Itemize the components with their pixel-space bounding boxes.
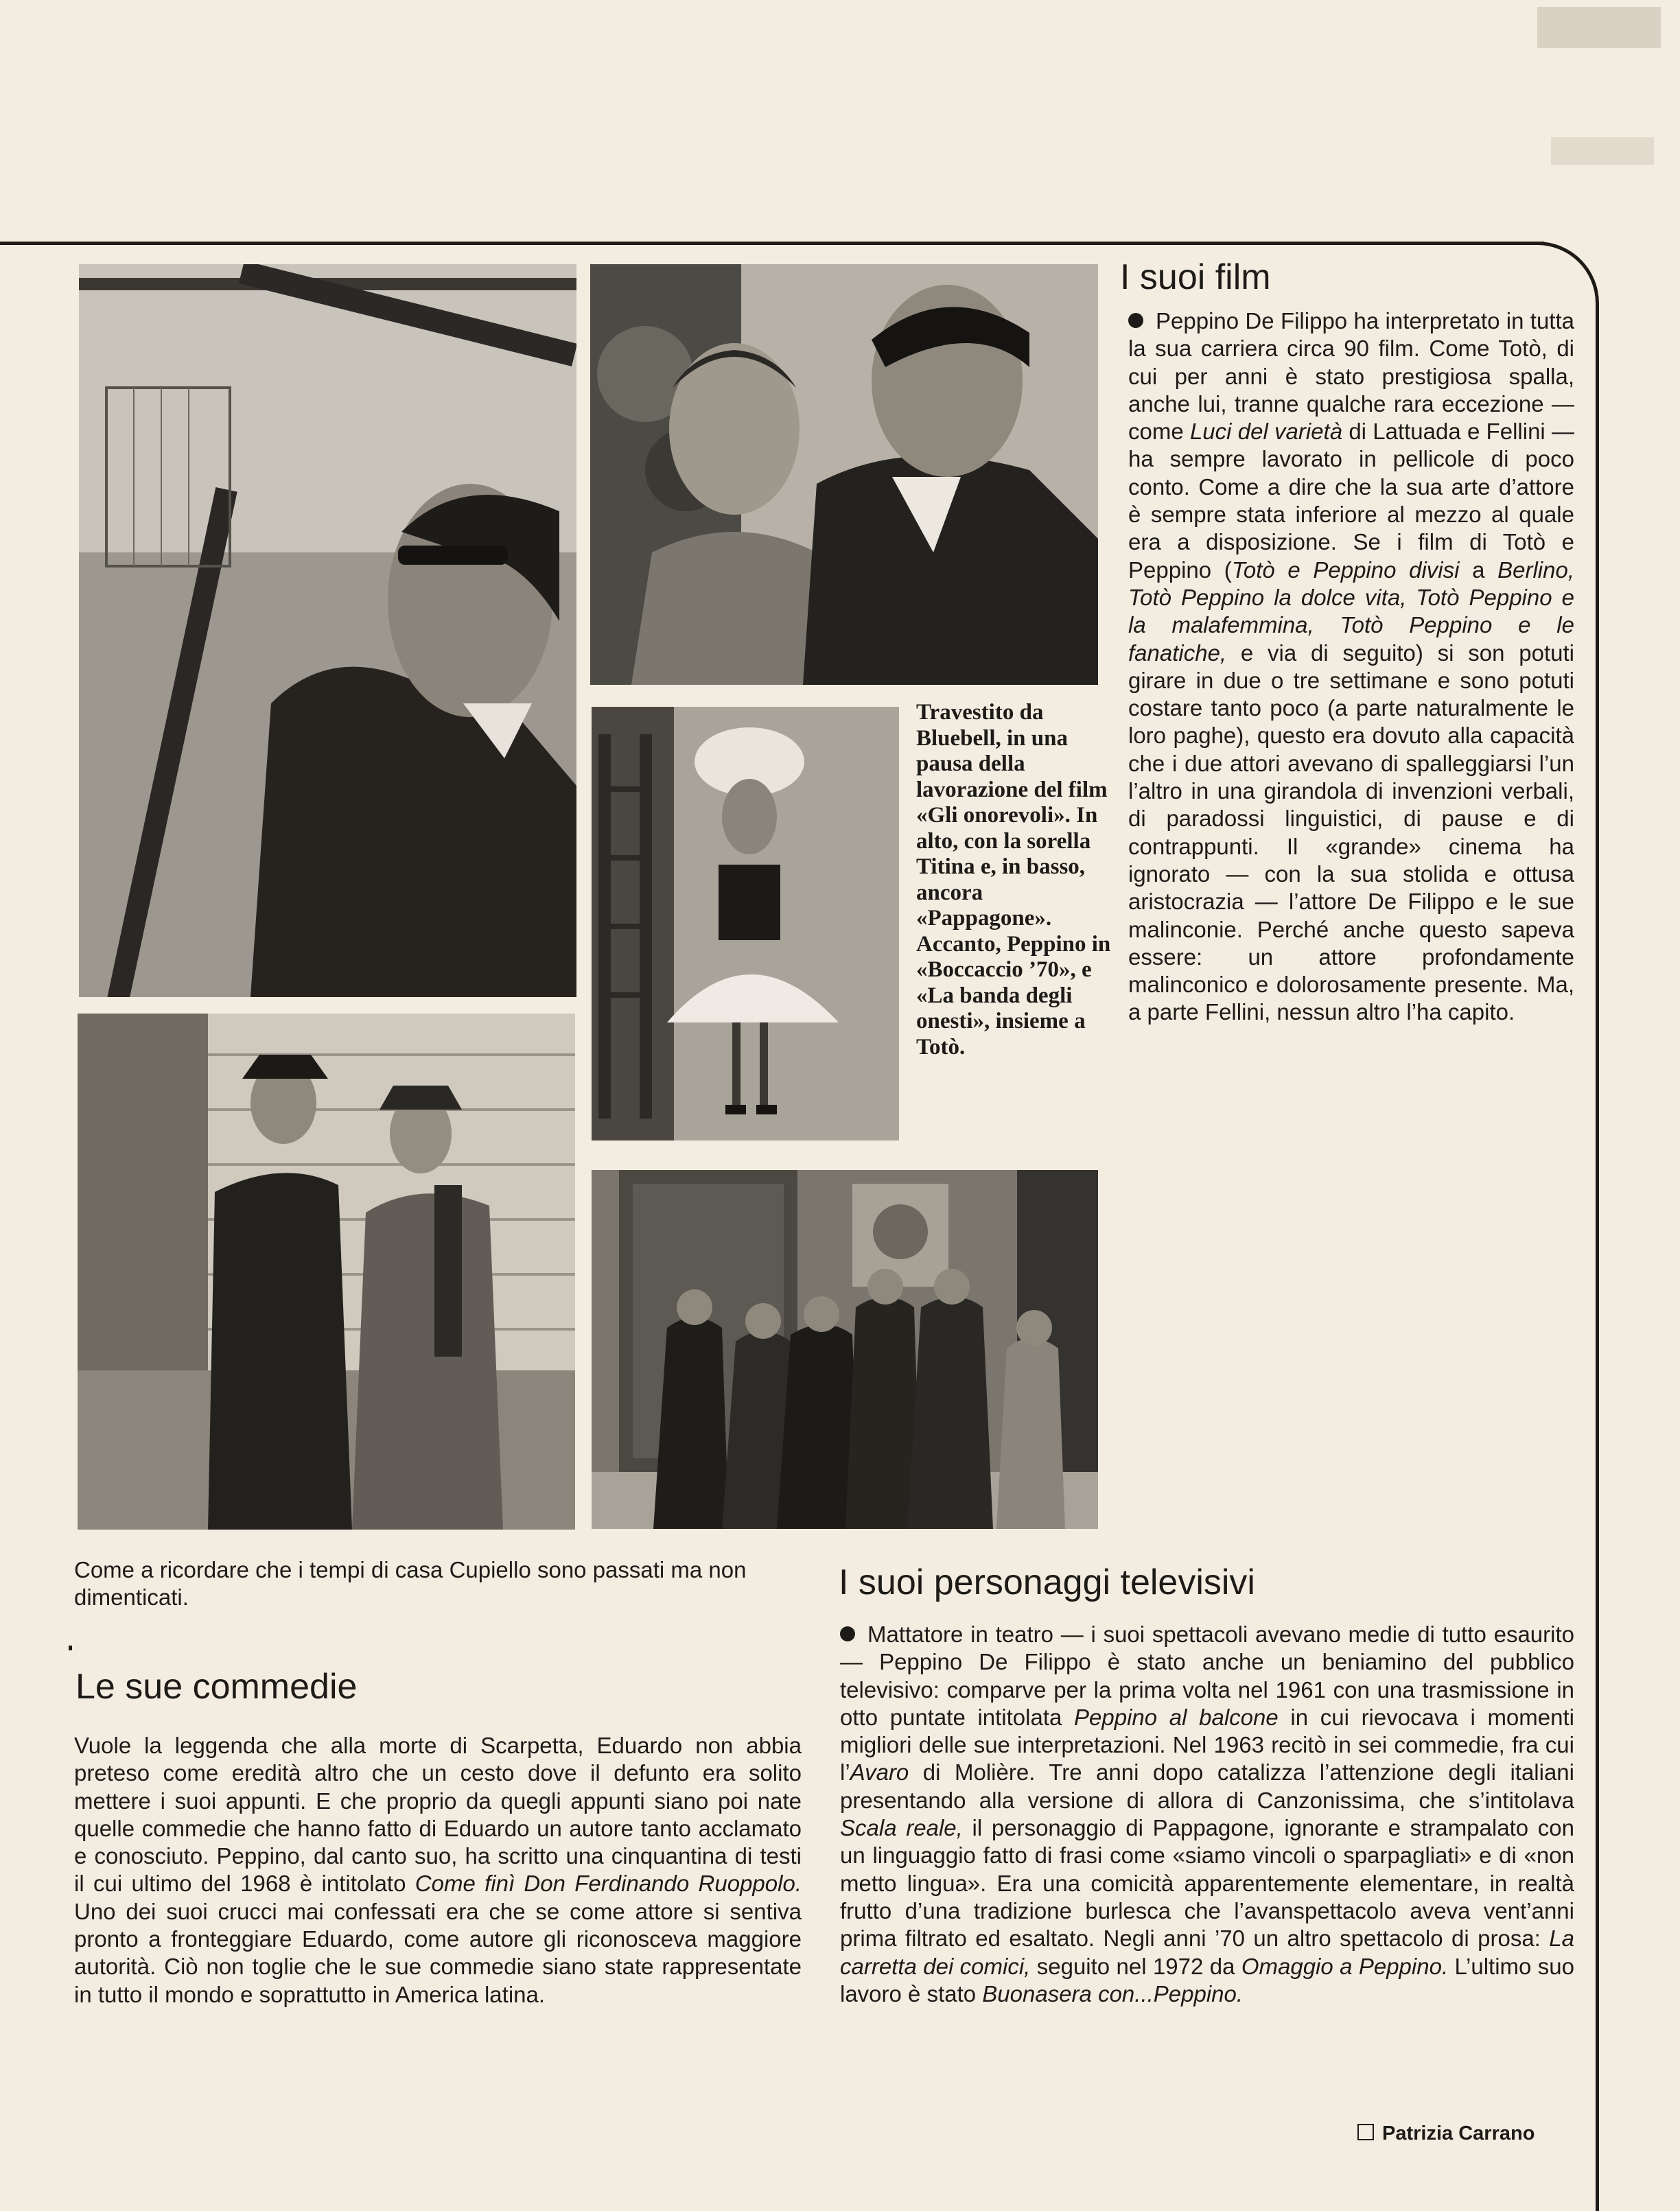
tv-text-3: di Molière. Tre anni dopo catalizza l’attenzione degli italiani presentando alla versione di allora di Canzonissima, che s’intitolava [840, 1759, 1574, 1813]
films-text: Peppino De Filippo ha interpretato in tutta la sua carriera circa 90 film. Come Totò, di cui per anni è stato prestigiosa spalla, anche lui, tranne qualche rara eccezione — come [1128, 308, 1574, 445]
frame-top-rule [0, 242, 1544, 245]
photo-street [78, 1014, 575, 1530]
tv-text-6: L’ultimo suo lavoro è stato [840, 1953, 1574, 2007]
film-title-luci: Luci del varietà [1189, 419, 1343, 445]
square-icon [1357, 2124, 1374, 2140]
tv-title-buonasera: Buonasera con...Peppino. [982, 1980, 1244, 2007]
tv-title-carretta: La carretta dei comici, [840, 1926, 1574, 1979]
tv-title-avaro: Avaro [850, 1759, 909, 1786]
films-text-3: a [1459, 557, 1498, 583]
photo-caption: Travestito da Bluebell, in una pausa della lavorazione del film «Gli onorevoli». In alto, con la sorella Titina e, in basso, ancora «Pappagone». Accanto, Peppino in «Boccaccio ’70», e «La banda degli onesti», insieme a Totò. [916, 700, 1111, 1060]
bullet-icon [840, 1626, 855, 1641]
films-text-2: di Lattuada e Fellini — ha sempre lavorato in pellicole di poco conto. Come a dire che la sua arte d’attore è sempre stata inferiore al mezzo al quale era a disposizione. Se i film di Totò e Peppino ( [1128, 419, 1574, 583]
play-title-ruoppolo: Come finì Don Ferdinando Ruoppolo. [415, 1871, 802, 1897]
commedie-heading: Le sue commedie [75, 1667, 358, 1707]
tv-column [840, 1621, 1574, 2008]
commedie-paragraph [74, 1732, 802, 2009]
photo-titina [590, 264, 1098, 685]
tv-title-balcone: Peppino al balcone [1074, 1704, 1279, 1730]
tv-text-5: seguito nel 1972 da [1030, 1953, 1241, 1979]
stray-mark [69, 1646, 72, 1650]
tv-paragraph [840, 1621, 1574, 2008]
photo-birdcage [79, 264, 576, 997]
tv-heading: I suoi personaggi televisivi [839, 1563, 1255, 1602]
cupiello-caption: Come a ricordare che i tempi di casa Cupiello sono passati ma non dimenticati. [74, 1557, 747, 1611]
commedie-text: Vuole la leggenda che alla morte di Scarpetta, Eduardo non abbia preteso come eredità altro che un cesto dove il defunto era solito mettere i suoi appunti. E che proprio da quegli appunti siano poi nate quelle commedie che hanno fatto di Eduardo un autore tanto acclamato e conosciuto. Peppino, dal canto suo, ha scritto una cinquantina di testi il cui ultimo del 1968 è intitolato [74, 1733, 802, 1897]
commedie-column [74, 1732, 802, 2009]
tv-title-omaggio: Omaggio a Peppino. [1241, 1953, 1449, 1979]
byline [1357, 2122, 1535, 2145]
photo-stage [592, 1170, 1098, 1529]
commedie-text-2: Uno dei suoi crucci mai confessati era che se come attore si sentiva pronto a fronteggiare Eduardo, come autore gli riconosceva maggiore autorità. Ciò non toglie che le sue commedie siano state rappresentate in tutto il mondo e soprattutto in America latina. [74, 1898, 802, 2007]
bleed-through-ghost [1524, 0, 1680, 233]
tv-text: Mattatore in teatro — i suoi spettacoli avevano medie di tutto esaurito — Peppino De Filippo è stato anche un beniamino del pubblico televisivo: comparve per la prima volta nel 1961 con una trasmissione in otto puntate intitolata [840, 1622, 1574, 1730]
bullet-icon [1128, 313, 1143, 328]
tv-title-scala: Scala reale, [840, 1815, 963, 1841]
film-title-divisi: Totò e Peppino divisi [1231, 557, 1460, 583]
films-column [1128, 307, 1574, 1027]
films-text-4: e via di seguito) si son potuti girare in due o tre settimane e sono potuti costare tanto poco (a parte naturalmente le loro paghe), questo era dovuto alla capacità che i due attori avevano di spalleggiarsi l’un l’altro in una girandola di invenzioni verbali, di paradossi linguistici, di pause e di contrappunti. Il «grande» cinema ha ignorato — con la sua stolida e ottusa aristocrazia — l’attore De Filippo e le sue malinconie. Perché anche questo sapeva essere: un attore profondamente malinconico e dolorosamente presente. Ma, a parte Fellini, nessun altro l’ha capito. [1128, 640, 1574, 1025]
film-title-list: Berlino, Totò Peppino la dolce vita, Totò Peppino e la malafemmina, Totò Peppino e le fanatiche, [1128, 557, 1574, 666]
frame-right-rule [1596, 323, 1599, 2211]
tv-text-2: in cui rievocava i momenti migliori delle sue interpretazioni. Nel 1963 recitò in sei commedie, fra cui l’ [840, 1704, 1574, 1786]
films-heading: I suoi film [1120, 257, 1271, 297]
tv-text-4: il personaggio di Pappagone, ignorante e strampalato con un linguaggio fatto di frasi come «siamo vincoli o sparpagliati» e di «non metto lingua». Era una comicità apparentemente elementare, in realtà frutto d’una tradizione burlesca che l’avanspettacolo aveva vent’anni prima filtrato ed esaltato. Negli anni ’70 un altro spettacolo di prosa: [840, 1815, 1574, 1952]
photo-bluebell [592, 707, 899, 1140]
films-paragraph [1128, 307, 1574, 1027]
author-name: Patrizia Carrano [1382, 2122, 1535, 2144]
